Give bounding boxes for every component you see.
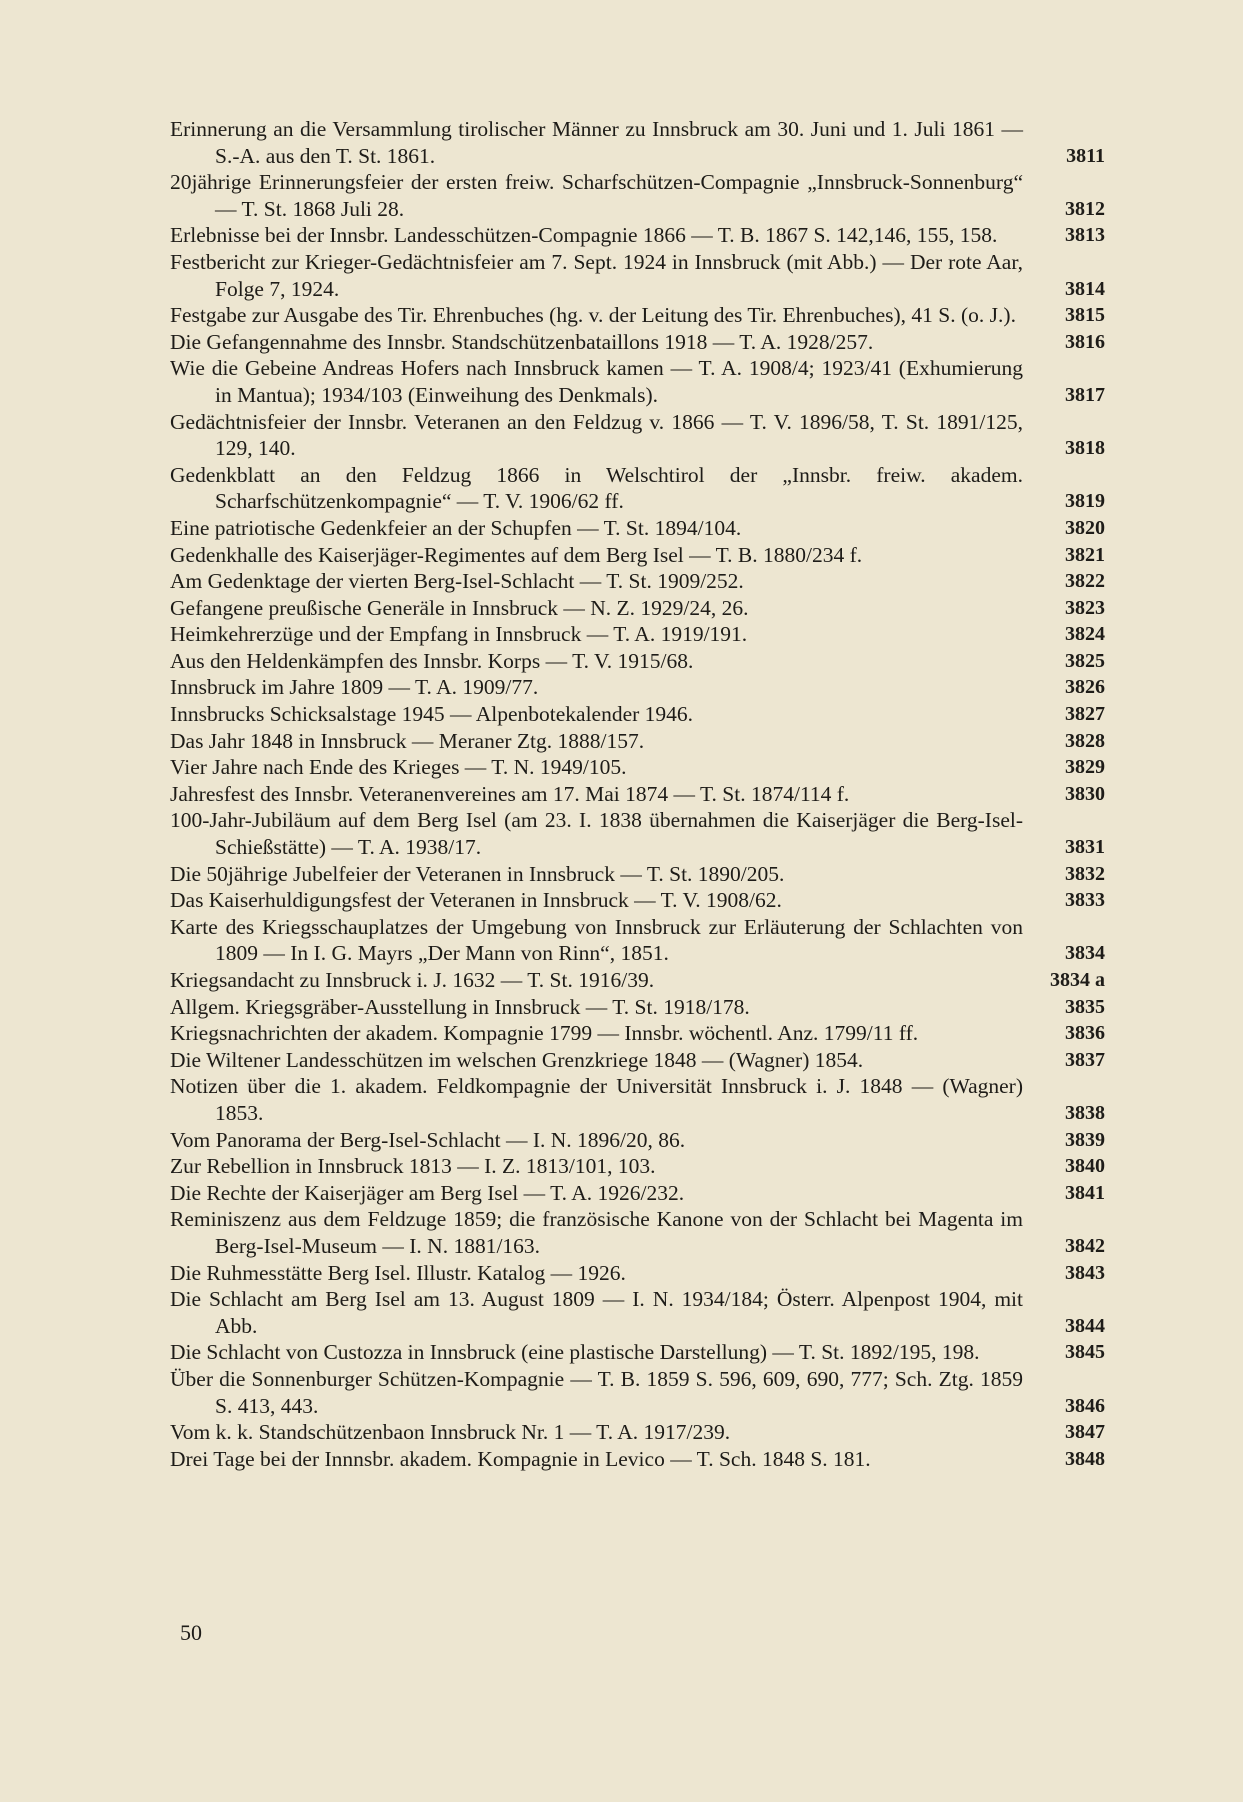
entry-number: 3841: [1065, 1181, 1105, 1204]
bibliography-entry: [170, 701, 1105, 728]
entry-text: Innsbruck im Jahre 1809 — T. A. 1909/77.: [170, 675, 539, 700]
entry-text: Vom k. k. Standschützenbaon Innsbruck Nr. 1 — T. A. 1917/239.: [170, 1420, 731, 1445]
entry-number: 3846: [1065, 1394, 1105, 1417]
entry-number: 3815: [1065, 304, 1105, 327]
entry-number: 3834: [1065, 942, 1105, 965]
bibliography-entry: [170, 994, 1105, 1021]
bibliography-entry: [170, 222, 1105, 249]
bibliography-entry: [170, 621, 1105, 648]
entry-text: Gedächtnisfeier der Innsbr. Veteranen an den Feldzug v. 1866 — T. V. 1896/58, T. St. 1891/125, 129, 140.: [170, 409, 1023, 461]
entry-number: 3836: [1065, 1022, 1105, 1045]
entry-number: 3813: [1065, 224, 1105, 247]
bibliography-entry: [170, 1020, 1105, 1047]
page-number: 50: [180, 1620, 202, 1645]
entry-number: 3822: [1065, 570, 1105, 593]
entry-text: Das Jahr 1848 in Innsbruck — Meraner Ztg. 1888/157.: [170, 728, 645, 753]
entry-number: 3834 a: [1050, 969, 1105, 991]
entry-number: 3845: [1065, 1341, 1105, 1364]
entry-number: 3819: [1065, 490, 1105, 513]
bibliography-entry: [170, 1366, 1105, 1419]
entry-text: Zur Rebellion in Innsbruck 1813 — I. Z. 1813/101, 103.: [170, 1154, 656, 1179]
bibliography-entry: [170, 1286, 1105, 1339]
bibliography-entry: [170, 1206, 1105, 1259]
entry-text: Das Kaiserhuldigungsfest der Veteranen in Innsbruck — T. V. 1908/62.: [170, 888, 782, 913]
entry-text: Erinnerung an die Versammlung tirolischer Männer zu Innsbruck am 30. Juni und 1. Juli 1861 — S.-A. aus den T. St. 1861.: [170, 117, 1023, 168]
entry-text: Allgem. Kriegsgräber-Ausstellung in Innsbruck — T. St. 1918/178.: [170, 994, 750, 1019]
entry-number: 3838: [1065, 1101, 1105, 1124]
entry-number: 3825: [1065, 649, 1105, 672]
entry-text: Die 50jährige Jubelfeier der Veteranen in Innsbruck — T. St. 1890/205.: [170, 861, 785, 886]
entry-number: 3816: [1065, 330, 1105, 353]
entry-text: Wie die Gebeine Andreas Hofers nach Innsbruck kamen — T. A. 1908/4; 1923/41 (Exhumierung in Mantua); 1934/103 (Einweihung des Denkmals).: [170, 356, 1023, 407]
bibliography-entry: [170, 1073, 1105, 1126]
entry-text: 100-Jahr-Jubiläum auf dem Berg Isel (am 23. I. 1838 übernahmen die Kaiserjäger die Berg-Isel-Schießstätte) — T. A. 1938/17.: [170, 808, 1023, 860]
entry-text: Gedenkhalle des Kaiserjäger-Regimentes auf dem Berg Isel — T. B. 1880/234 f.: [170, 542, 863, 567]
entry-text: Aus den Heldenkämpfen des Innsbr. Korps — T. V. 1915/68.: [170, 648, 694, 673]
entry-text: Festbericht zur Krieger-Gedächtnisfeier am 7. Sept. 1924 in Innsbruck (mit Abb.) — Der rote Aar, Folge 7, 1924.: [170, 249, 1023, 301]
entry-number: 3835: [1065, 995, 1105, 1018]
entry-text: Drei Tage bei der Innnsbr. akadem. Kompagnie in Levico — T. Sch. 1848 S. 181.: [170, 1446, 871, 1471]
bibliography-entry: [170, 648, 1105, 675]
bibliography-entry: [170, 1260, 1105, 1287]
entry-number: 3839: [1065, 1128, 1105, 1151]
entry-number: 3832: [1065, 862, 1105, 885]
entry-number: 3821: [1065, 543, 1105, 566]
entry-text: Innsbrucks Schicksalstage 1945 — Alpenbotekalender 1946.: [170, 702, 694, 727]
entry-number: 3843: [1065, 1261, 1105, 1284]
entry-number: 3829: [1065, 756, 1105, 779]
entry-number: 3837: [1065, 1048, 1105, 1071]
bibliography-entry: [170, 462, 1105, 515]
entry-number: 3820: [1065, 516, 1105, 539]
entry-number: 3847: [1065, 1421, 1105, 1444]
entry-number: 3848: [1065, 1447, 1105, 1470]
entry-number: 3830: [1065, 782, 1105, 805]
entry-number: 3827: [1065, 703, 1105, 726]
bibliography-entry: [170, 169, 1105, 222]
entry-number: 3833: [1065, 889, 1105, 912]
entry-text: Vier Jahre nach Ende des Krieges — T. N. 1949/105.: [170, 755, 627, 780]
entry-text: Karte des Kriegsschauplatzes der Umgebung von Innsbruck zur Erläuterung der Schlachten von 1809 — In I. G. Mayrs „Der Mann von Rinn“, 1851.: [170, 914, 1023, 966]
entry-text: Kriegsnachrichten der akadem. Kompagnie 1799 — Innsbr. wöchentl. Anz. 1799/11 ff.: [170, 1021, 919, 1046]
entry-text: Am Gedenktage der vierten Berg-Isel-Schlacht — T. St. 1909/252.: [170, 569, 744, 594]
entry-number: 3824: [1065, 623, 1105, 646]
entry-text: Heimkehrerzüge und der Empfang in Innsbruck — T. A. 1919/191.: [170, 622, 748, 647]
bibliography-entry: [170, 116, 1105, 169]
entry-number: 3840: [1065, 1155, 1105, 1178]
entry-number: 3842: [1065, 1234, 1105, 1257]
entry-number: 3817: [1065, 383, 1105, 406]
bibliography-entry: [170, 355, 1105, 408]
entry-text: Jahresfest des Innsbr. Veteranenvereines am 17. Mai 1874 — T. St. 1874/114 f.: [170, 781, 850, 806]
entry-text: Die Ruhmesstätte Berg Isel. Illustr. Katalog — 1926.: [170, 1260, 626, 1285]
bibliography-entry: [170, 1127, 1105, 1154]
entry-number: 3818: [1065, 437, 1105, 460]
entry-text: Die Schlacht von Custozza in Innsbruck (eine plastische Darstellung) — T. St. 1892/195, 198.: [170, 1340, 980, 1365]
bibliography-entry: [170, 568, 1105, 595]
bibliography-entry: [170, 302, 1105, 329]
bibliography-entry: [170, 329, 1105, 356]
bibliography-entry: [170, 861, 1105, 888]
entry-text: Kriegsandacht zu Innsbruck i. J. 1632 — T. St. 1916/39.: [170, 968, 655, 992]
entry-text: Notizen über die 1. akadem. Feldkompagnie der Universität Innsbruck i. J. 1848 — (Wagner) 1853.: [170, 1074, 1023, 1125]
bibliography-entry: [170, 807, 1105, 860]
entry-number: 3823: [1065, 596, 1105, 619]
bibliography-entry: [170, 595, 1105, 622]
bibliography-entry: [170, 914, 1105, 967]
bibliography-entry: [170, 967, 1105, 994]
bibliography-entry: [170, 1047, 1105, 1074]
bibliography-entry: [170, 674, 1105, 701]
bibliography-entry: [170, 728, 1105, 755]
bibliography-entry: [170, 1446, 1105, 1473]
entry-text: Reminiszenz aus dem Feldzuge 1859; die französische Kanone von der Schlacht bei Magenta im Berg-Isel-Museum — I. N. 1881/163.: [170, 1207, 1023, 1258]
bibliography-list: [170, 116, 1105, 1472]
entry-text: Gedenkblatt an den Feldzug 1866 in Welschtirol der „Innsbr. freiw. akadem. Scharfschützenkompagnie“ — T. V. 1906/62 ff.: [170, 462, 1023, 514]
bibliography-entry: [170, 1180, 1105, 1207]
entry-number: 3831: [1065, 836, 1105, 859]
bibliography-entry: [170, 754, 1105, 781]
bibliography-entry: [170, 249, 1105, 302]
bibliography-entry: [170, 781, 1105, 808]
bibliography-entry: [170, 542, 1105, 569]
entry-text: Eine patriotische Gedenkfeier an der Schupfen — T. St. 1894/104.: [170, 515, 742, 540]
bibliography-entry: [170, 1339, 1105, 1366]
entry-text: Vom Panorama der Berg-Isel-Schlacht — I. N. 1896/20, 86.: [170, 1127, 686, 1152]
entry-text: Die Rechte der Kaiserjäger am Berg Isel — T. A. 1926/232.: [170, 1180, 685, 1205]
entry-text: Die Wiltener Landesschützen im welschen Grenzkriege 1848 — (Wagner) 1854.: [170, 1047, 864, 1072]
entry-text: Festgabe zur Ausgabe des Tir. Ehrenbuches (hg. v. der Leitung des Tir. Ehrenbuches), 41 S. (o. J.).: [170, 303, 1016, 328]
entry-number: 3812: [1065, 197, 1105, 220]
entry-number: 3828: [1065, 729, 1105, 752]
entry-text: Erlebnisse bei der Innsbr. Landesschützen-Compagnie 1866 — T. B. 1867 S. 142,146, 155, 158.: [170, 223, 998, 248]
entry-text: Die Gefangennahme des Innsbr. Standschützenbataillons 1918 — T. A. 1928/257.: [170, 329, 874, 354]
bibliography-entry: [170, 515, 1105, 542]
entry-text: Die Schlacht am Berg Isel am 13. August 1809 — I. N. 1934/184; Österr. Alpenpost 1904, mit Abb.: [170, 1287, 1023, 1338]
bibliography-entry: [170, 409, 1105, 462]
bibliography-entry: [170, 1419, 1105, 1446]
entry-text: Gefangene preußische Generäle in Innsbruck — N. Z. 1929/24, 26.: [170, 595, 749, 620]
entry-number: 3811: [1066, 144, 1105, 167]
entry-number: 3844: [1065, 1314, 1105, 1337]
entry-text: Über die Sonnenburger Schützen-Kompagnie — T. B. 1859 S. 596, 609, 690, 777; Sch. Ztg. 1859 S. 413, 443.: [170, 1366, 1023, 1418]
bibliography-entry: [170, 1153, 1105, 1180]
entry-number: 3826: [1065, 676, 1105, 699]
entry-number: 3814: [1065, 277, 1105, 300]
bibliography-entry: [170, 887, 1105, 914]
entry-text: 20jährige Erinnerungsfeier der ersten freiw. Scharfschützen-Compagnie „Innsbruck-Sonnenburg“ — T. St. 1868 Juli 28.: [170, 170, 1023, 221]
